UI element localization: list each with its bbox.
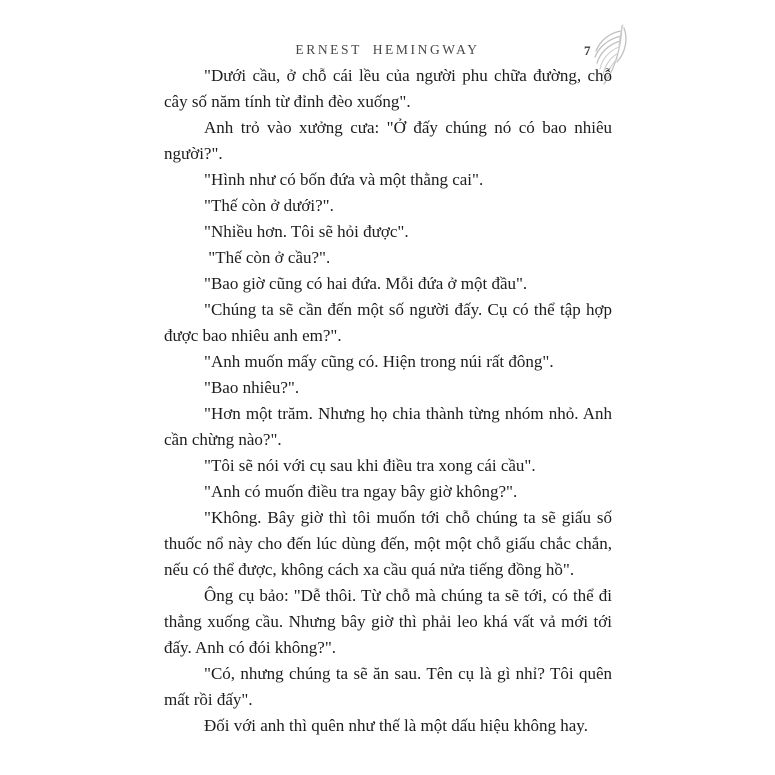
- paragraph: "Anh muốn mấy cũng có. Hiện trong núi rất đông".: [204, 352, 554, 371]
- paragraph: Anh trỏ vào xưởng cưa: "Ở đấy chúng nó có bao nhiêu người?".: [164, 118, 612, 163]
- paragraph: "Hơn một trăm. Nhưng họ chia thành từng nhóm nhỏ. Anh cần chừng nào?".: [164, 404, 612, 449]
- paragraph: "Không. Bây giờ thì tôi muốn tới chỗ chúng ta sẽ giấu số thuốc nổ này cho đến lúc dùng đến, một một chỗ giấu chắc chắn, nếu có thể được, không cách xa cầu quá nửa tiếng đồng hồ".: [164, 508, 612, 579]
- paragraph: "Nhiều hơn. Tôi sẽ hỏi được".: [204, 222, 409, 241]
- paragraph: "Chúng ta sẽ cần đến một số người đấy. Cụ có thể tập hợp được bao nhiêu anh em?".: [164, 300, 612, 345]
- paragraph: "Thế còn ở dưới?".: [204, 196, 334, 215]
- paragraph: "Hình như có bốn đứa và một thằng cai".: [204, 170, 484, 189]
- body-text: [164, 63, 612, 739]
- paragraph: "Anh có muốn điều tra ngay bây giờ không?".: [204, 482, 518, 501]
- paragraph: "Bao nhiêu?".: [204, 378, 300, 397]
- paragraph: Ông cụ bảo: "Dễ thôi. Từ chỗ mà chúng ta sẽ tới, có thể đi thẳng xuống cầu. Nhưng bây giờ thì phải leo khá vất vả mới tới đấy. Anh có đói không?".: [164, 586, 612, 657]
- paragraph: "Tôi sẽ nói với cụ sau khi điều tra xong cái cầu".: [204, 456, 536, 475]
- paragraph: "Dưới cầu, ở chỗ cái lều của người phu chữa đường, chỗ cây số năm tính từ đỉnh đèo xuống".: [164, 66, 612, 111]
- paragraph: "Thế còn ở cầu?".: [204, 248, 331, 267]
- paragraph: "Có, nhưng chúng ta sẽ ăn sau. Tên cụ là gì nhỉ? Tôi quên mất rồi đấy".: [164, 664, 612, 709]
- page-number: 7: [584, 43, 591, 58]
- paragraph: Đối với anh thì quên như thế là một dấu hiệu không hay.: [204, 716, 588, 735]
- running-header: ERNEST HEMINGWAY: [295, 42, 480, 57]
- paragraph: "Bao giờ cũng có hai đứa. Mỗi đứa ở một đầu".: [204, 274, 528, 293]
